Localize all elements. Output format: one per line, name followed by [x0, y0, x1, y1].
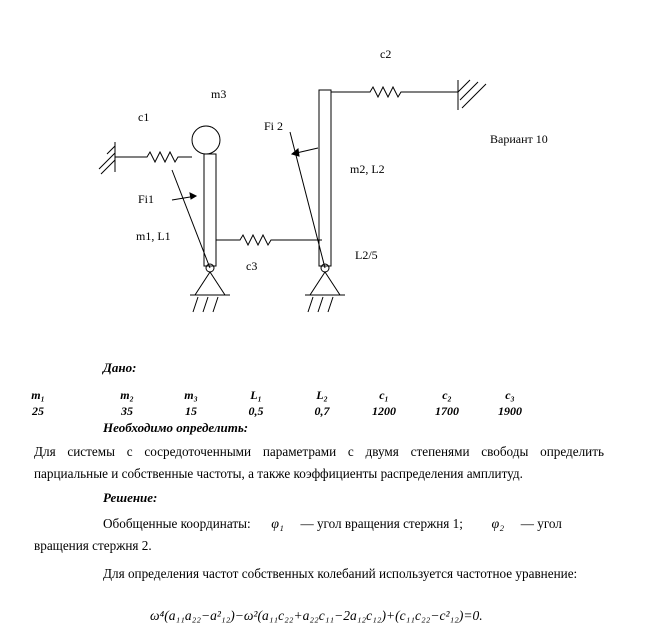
- label-c2: c2: [380, 47, 392, 61]
- right-wall-support: [458, 80, 486, 110]
- label-m3: m3: [211, 87, 227, 101]
- param-value-l1: 0,5: [248, 404, 264, 418]
- label-m2-l2: m2, L2: [350, 162, 385, 176]
- left-wall-support: [99, 142, 115, 174]
- param-value-c2: 1700: [435, 404, 459, 418]
- label-l2-5: L2/5: [355, 248, 378, 262]
- label-variant: Вариант 10: [490, 132, 548, 146]
- task-heading: Необходимо определить:: [103, 420, 249, 435]
- phi2-symbol: φ₂: [491, 517, 505, 532]
- spring-c3: [216, 235, 322, 245]
- mass-m3: [192, 126, 220, 154]
- param-value-m1: 25: [32, 404, 44, 418]
- param-name-l1: L₁: [250, 388, 262, 402]
- phi1-symbol: φ₁: [271, 517, 284, 532]
- solution-heading: Решение:: [103, 490, 158, 505]
- label-fi1: Fi1: [138, 192, 155, 206]
- param-value-l2: 0,7: [314, 404, 330, 418]
- param-name-m2: m₂: [120, 388, 134, 402]
- label-m1-l1: m1, L1: [136, 229, 171, 243]
- label-c1: c1: [138, 110, 150, 124]
- label-c3: c3: [246, 259, 258, 273]
- param-value-m2: 35: [121, 404, 133, 418]
- param-value-m3: 15: [185, 404, 197, 418]
- param-name-m1: m₁: [31, 388, 45, 402]
- spring-c2: [331, 87, 458, 97]
- support-triangle-2: [310, 272, 340, 295]
- param-name-m3: m₃: [184, 388, 198, 402]
- support-triangle-1: [195, 272, 225, 295]
- task-text: Для системы с сосредоточенными параметрами с двумя степенями свободы определить парциальные и собственные частоты, а также коэффициенты распределения амплитуд.: [34, 444, 604, 481]
- phi2-description: — угол: [520, 516, 562, 531]
- phi2-description-cont: вращения стержня 2.: [34, 538, 152, 553]
- frequency-equation: ω⁴(a₁₁a₂₂−a²₁₂)−ω²(a₁₁c₂₂+a₂₂c₁₁−2a₁₂c₁₂)+(c₁₁c₂₂−c²₁₂)=0.: [150, 608, 483, 623]
- param-value-c1: 1200: [372, 404, 396, 418]
- coords-intro: Обобщенные координаты:: [103, 516, 251, 531]
- param-name-c3: c₃: [505, 388, 515, 402]
- param-name-l2: L₂: [316, 388, 328, 402]
- given-heading: Дано:: [103, 360, 137, 375]
- coords-line: [103, 516, 562, 533]
- frequency-text: Для определения частот собственных колебаний используется частотное уравнение:: [103, 566, 578, 581]
- phi1-description: — угол вращения стержня 1;: [300, 516, 463, 531]
- param-name-c2: c₂: [442, 388, 452, 402]
- label-fi2: Fi 2: [264, 119, 284, 133]
- spring-c1: [115, 152, 192, 162]
- param-value-c3: 1900: [498, 404, 522, 418]
- rod-1: [204, 154, 216, 266]
- param-name-c1: c₁: [379, 388, 389, 402]
